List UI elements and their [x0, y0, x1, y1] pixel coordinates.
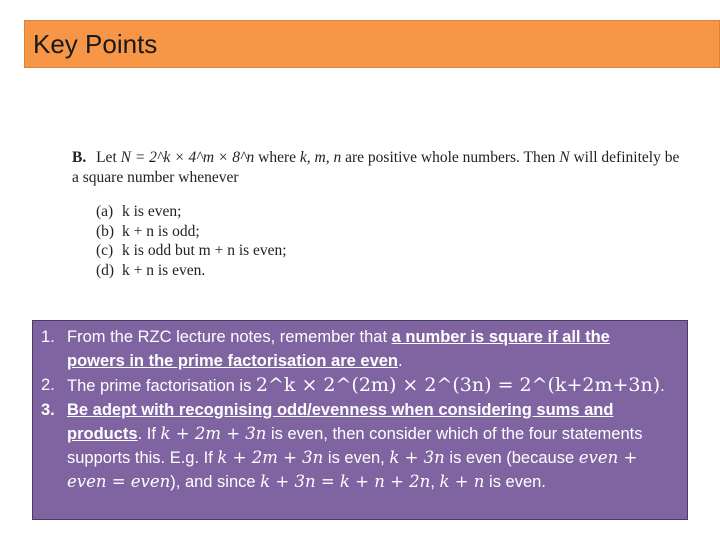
- option-a: [96, 202, 684, 222]
- option-text: k + n is odd;: [122, 222, 200, 240]
- key-point-text: From the RZC lecture notes, remember that: [67, 328, 392, 346]
- key-point-text: .: [660, 377, 665, 395]
- key-point-number: 1.: [41, 328, 55, 346]
- intro-text-d: will definitely be a square number whenever: [72, 149, 680, 186]
- key-point-number: 3.: [41, 401, 55, 419]
- option-c: [96, 241, 684, 261]
- page-title: Key Points: [33, 29, 158, 59]
- option-b: [96, 222, 684, 242]
- intro-variables: k, m, n: [299, 149, 342, 166]
- problem-label: B.: [72, 149, 87, 166]
- key-point-text: is even,: [323, 449, 390, 467]
- key-point-3: [41, 398, 671, 494]
- problem-intro: [72, 148, 684, 188]
- math-expression: k + 2m + 3n: [217, 448, 324, 467]
- problem-statement: [72, 148, 684, 280]
- math-expression: k + n: [439, 472, 485, 491]
- options-list: [72, 202, 684, 280]
- option-text: k is odd but m + n is even;: [122, 242, 287, 259]
- option-tag: (b): [96, 222, 115, 240]
- intro-text-b: where: [258, 149, 297, 166]
- key-points-list: [33, 321, 687, 494]
- key-points-box: [32, 320, 688, 520]
- key-point-emphasis: a number is square if all the powers in the prime factorisation are even: [67, 328, 610, 370]
- math-expression: k + 3n = k + n + 2n: [260, 472, 431, 491]
- intro-text-a: Let: [96, 149, 117, 166]
- intro-variable-n: N: [559, 149, 570, 166]
- key-point-2: [41, 373, 671, 398]
- option-tag: (d): [96, 261, 115, 279]
- key-point-text: ,: [430, 473, 440, 491]
- intro-text-c: are positive whole numbers. Then: [345, 149, 556, 166]
- key-point-text: is even.: [484, 473, 546, 491]
- option-text: k + n is even.: [122, 261, 206, 279]
- option-text: k is even;: [122, 203, 182, 220]
- key-point-text: ), and since: [170, 473, 261, 491]
- key-point-1: [41, 325, 671, 373]
- key-point-text: is even, then consider which of the four statements supports this. E.g. If: [67, 425, 643, 467]
- option-tag: (c): [96, 242, 114, 259]
- title-bar: [24, 20, 720, 68]
- option-tag: (a): [96, 203, 114, 220]
- math-expression: k + 2m + 3n: [160, 424, 267, 443]
- factorisation-expression: 2^k × 2^(2m) × 2^(3n) = 2^(k+2m+3n): [255, 374, 661, 396]
- math-expression: even + even = even: [67, 448, 638, 491]
- intro-expression: N = 2^k × 4^m × 8^n: [120, 149, 255, 166]
- key-point-text: is even (because: [444, 449, 579, 467]
- option-d: [96, 261, 684, 281]
- key-point-text: .: [398, 352, 403, 370]
- key-point-emphasis: Be adept with recognising odd/evenness when considering sums and products: [67, 401, 614, 443]
- key-point-text: . If: [137, 425, 161, 443]
- math-expression: k + 3n: [389, 448, 445, 467]
- key-point-text: The prime factorisation is: [67, 377, 256, 395]
- key-point-number: 2.: [41, 376, 55, 394]
